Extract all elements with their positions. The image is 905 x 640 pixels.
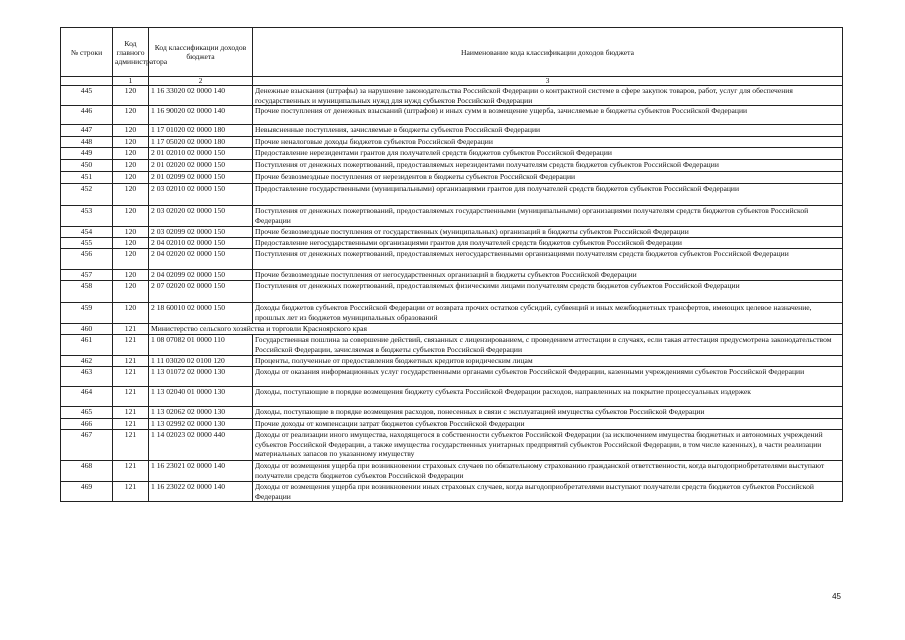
income-name: Доходы от возмещения ущерба при возникновении иных страховых случаев, когда выгодоприобретателями выступают получатели средств бюджетов субъектов Российской Федерации xyxy=(253,482,843,502)
column-index: 3 xyxy=(253,77,843,86)
admin-code: 121 xyxy=(113,407,149,419)
classification-code: 2 03 02020 02 0000 150 xyxy=(149,206,253,227)
admin-code: 120 xyxy=(113,303,149,324)
row-number: 447 xyxy=(61,125,113,137)
admin-code: 120 xyxy=(113,270,149,281)
table-row xyxy=(61,206,843,227)
row-number: 458 xyxy=(61,281,113,303)
admin-code: 120 xyxy=(113,86,149,106)
classification-code: 1 17 05020 02 0000 180 xyxy=(149,137,253,148)
admin-code: 121 xyxy=(113,387,149,407)
column-index-row xyxy=(61,77,843,86)
income-name: Предоставление нерезидентами грантов для получателей средств бюджетов субъектов Российской Федерации xyxy=(253,148,843,160)
table-row xyxy=(61,249,843,270)
income-name: Денежные взыскания (штрафы) за нарушение законодательства Российской Федерации о контрактной системе в сфере закупок товаров, работ, услуг для обеспечения государственных и муниципальных нужд для нужд субъектов Российской Федерации xyxy=(253,86,843,106)
income-name: Прочие доходы от компенсации затрат бюджетов субъектов Российской Федерации xyxy=(253,419,843,430)
column-index: 2 xyxy=(149,77,253,86)
row-number: 448 xyxy=(61,137,113,148)
classification-code: 2 04 02010 02 0000 150 xyxy=(149,238,253,249)
classification-code: 2 07 02020 02 0000 150 xyxy=(149,281,253,303)
row-number: 463 xyxy=(61,367,113,387)
budget-classification-table xyxy=(60,27,843,502)
admin-code: 120 xyxy=(113,249,149,270)
header-admin-code: Код главного администратора xyxy=(113,28,149,77)
admin-code: 121 xyxy=(113,335,149,356)
table-row xyxy=(61,184,843,206)
row-number: 459 xyxy=(61,303,113,324)
row-number: 466 xyxy=(61,419,113,430)
income-name: Проценты, полученные от предоставления бюджетных кредитов юридическим лицам xyxy=(253,356,843,367)
header-classification-code: Код классификации доходов бюджета xyxy=(149,28,253,77)
admin-code: 121 xyxy=(113,356,149,367)
admin-code: 121 xyxy=(113,367,149,387)
income-name: Государственная пошлина за совершение действий, связанных с лицензированием, с проведением аттестации в случаях, если такая аттестация предусмотрена законодательством Российской Федерации, зачисляемая в бюджеты субъектов Российской Федерации xyxy=(253,335,843,356)
income-name: Прочие безвозмездные поступления от негосударственных организаций в бюджеты субъектов Российской Федерации xyxy=(253,270,843,281)
table-row xyxy=(61,125,843,137)
income-name: Поступления от денежных пожертвований, предоставляемых нерезидентами получателям средств бюджетов субъектов Российской Федерации xyxy=(253,160,843,172)
admin-code: 120 xyxy=(113,125,149,137)
income-name: Доходы от реализации иного имущества, находящегося в собственности субъектов Российской Федерации (за исключением имущества бюджетных и автономных учреждений субъектов Российской Федерации, а также имущества государственных унитарных предприятий субъектов Российской Федерации, в том числе казенных), в части реализации материальных запасов по указанному имуществу xyxy=(253,430,843,461)
income-name: Доходы от возмещения ущерба при возникновении страховых случаев по обязательному страхованию гражданской ответственности, когда выгодоприобретателями выступают получатели средств бюджетов субъектов Российской Федерации xyxy=(253,461,843,482)
table-row xyxy=(61,106,843,125)
classification-code: 1 13 01072 02 0000 130 xyxy=(149,367,253,387)
table-row xyxy=(61,160,843,172)
table-row xyxy=(61,387,843,407)
admin-code: 120 xyxy=(113,172,149,184)
table-row xyxy=(61,324,843,335)
classification-code: 1 13 02992 02 0000 130 xyxy=(149,419,253,430)
income-name: Прочие безвозмездные поступления от нерезидентов в бюджеты субъектов Российской Федерации xyxy=(253,172,843,184)
header-name: Наименование кода классификации доходов бюджета xyxy=(253,28,843,77)
row-number: 453 xyxy=(61,206,113,227)
admin-code: 121 xyxy=(113,461,149,482)
row-number: 462 xyxy=(61,356,113,367)
classification-code: 1 08 07082 01 0000 110 xyxy=(149,335,253,356)
table-row xyxy=(61,482,843,502)
row-number: 449 xyxy=(61,148,113,160)
table-row xyxy=(61,148,843,160)
admin-code: 121 xyxy=(113,324,149,335)
classification-code: 2 18 60010 02 0000 150 xyxy=(149,303,253,324)
row-number: 455 xyxy=(61,238,113,249)
classification-code: 2 04 02099 02 0000 150 xyxy=(149,270,253,281)
column-index: 1 xyxy=(113,77,149,86)
table-row xyxy=(61,419,843,430)
admin-code: 120 xyxy=(113,206,149,227)
admin-code: 120 xyxy=(113,106,149,125)
classification-code: 2 01 02010 02 0000 150 xyxy=(149,148,253,160)
row-number: 464 xyxy=(61,387,113,407)
classification-code: 2 03 02010 02 0000 150 xyxy=(149,184,253,206)
row-number: 454 xyxy=(61,227,113,238)
table-row xyxy=(61,238,843,249)
ministry-name: Министерство сельского хозяйства и торговли Красноярского края xyxy=(149,324,843,335)
table-row xyxy=(61,356,843,367)
admin-code: 121 xyxy=(113,419,149,430)
classification-code: 1 16 23022 02 0000 140 xyxy=(149,482,253,502)
income-name: Прочие безвозмездные поступления от государственных (муниципальных) организаций в бюджеты субъектов Российской Федерации xyxy=(253,227,843,238)
classification-code: 1 16 33020 02 0000 140 xyxy=(149,86,253,106)
table-row xyxy=(61,430,843,461)
table-row xyxy=(61,227,843,238)
admin-code: 120 xyxy=(113,148,149,160)
classification-code: 2 03 02099 02 0000 150 xyxy=(149,227,253,238)
header-row-number: № строки xyxy=(61,28,113,77)
income-name: Прочие поступления от денежных взысканий (штрафов) и иных сумм в возмещение ущерба, зачисляемые в бюджеты субъектов Российской Федерации xyxy=(253,106,843,125)
classification-code: 1 16 23021 02 0000 140 xyxy=(149,461,253,482)
classification-code: 1 16 90020 02 0000 140 xyxy=(149,106,253,125)
income-name: Предоставление негосударственными организациями грантов для получателей средств бюджетов субъектов Российской Федерации xyxy=(253,238,843,249)
admin-code: 120 xyxy=(113,227,149,238)
admin-code: 120 xyxy=(113,238,149,249)
row-number: 457 xyxy=(61,270,113,281)
table-row xyxy=(61,303,843,324)
row-number: 460 xyxy=(61,324,113,335)
admin-code: 120 xyxy=(113,137,149,148)
classification-code: 2 04 02020 02 0000 150 xyxy=(149,249,253,270)
admin-code: 121 xyxy=(113,430,149,461)
income-name: Невыясненные поступления, зачисляемые в бюджеты субъектов Российской Федерации xyxy=(253,125,843,137)
row-number: 461 xyxy=(61,335,113,356)
table-row xyxy=(61,407,843,419)
income-name: Доходы, поступающие в порядке возмещения бюджету субъекта Российской Федерации расходов, направленных на покрытие процессуальных издержек xyxy=(253,387,843,407)
admin-code: 120 xyxy=(113,184,149,206)
row-number: 469 xyxy=(61,482,113,502)
row-number: 451 xyxy=(61,172,113,184)
row-number: 467 xyxy=(61,430,113,461)
income-name: Поступления от денежных пожертвований, предоставляемых государственными (муниципальными) организациями получателям средств бюджетов субъектов Российской Федерации xyxy=(253,206,843,227)
admin-code: 120 xyxy=(113,160,149,172)
income-name: Поступления от денежных пожертвований, предоставляемых физическими лицами получателям средств бюджетов субъектов Российской Федерации xyxy=(253,281,843,303)
row-number: 446 xyxy=(61,106,113,125)
row-number: 456 xyxy=(61,249,113,270)
classification-code: 1 13 02040 01 0000 130 xyxy=(149,387,253,407)
table-header-row xyxy=(61,28,843,77)
admin-code: 121 xyxy=(113,482,149,502)
table-row xyxy=(61,86,843,106)
row-number: 468 xyxy=(61,461,113,482)
table-row xyxy=(61,281,843,303)
income-name: Доходы бюджетов субъектов Российской Федерации от возврата прочих остатков субсидий, субвенций и иных межбюджетных трансфертов, имеющих целевое назначение, прошлых лет из бюджетов муниципальных образований xyxy=(253,303,843,324)
admin-code: 120 xyxy=(113,281,149,303)
row-number: 452 xyxy=(61,184,113,206)
table-row xyxy=(61,137,843,148)
table-row xyxy=(61,270,843,281)
table-body xyxy=(61,86,843,502)
row-number: 445 xyxy=(61,86,113,106)
table-row xyxy=(61,172,843,184)
column-index xyxy=(61,77,113,86)
table-row xyxy=(61,461,843,482)
page-number: 45 xyxy=(832,592,841,601)
row-number: 450 xyxy=(61,160,113,172)
classification-code: 2 01 02020 02 0000 150 xyxy=(149,160,253,172)
income-name: Доходы от оказания информационных услуг государственными органами субъектов Российской Федерации, казенными учреждениями субъектов Российской Федерации xyxy=(253,367,843,387)
table-row xyxy=(61,367,843,387)
classification-code: 1 13 02062 02 0000 130 xyxy=(149,407,253,419)
classification-code: 1 11 03020 02 0100 120 xyxy=(149,356,253,367)
classification-code: 1 14 02023 02 0000 440 xyxy=(149,430,253,461)
classification-code: 2 01 02099 02 0000 150 xyxy=(149,172,253,184)
table-row xyxy=(61,335,843,356)
classification-code: 1 17 01020 02 0000 180 xyxy=(149,125,253,137)
income-name: Доходы, поступающие в порядке возмещения расходов, понесенных в связи с эксплуатацией имущества субъектов Российской Федерации xyxy=(253,407,843,419)
income-name: Предоставление государственными (муниципальными) организациями грантов для получателей средств бюджетов субъектов Российской Федерации xyxy=(253,184,843,206)
income-name: Поступления от денежных пожертвований, предоставляемых негосударственными организациями получателям средств бюджетов субъектов Российской Федерации xyxy=(253,249,843,270)
income-name: Прочие неналоговые доходы бюджетов субъектов Российской Федерации xyxy=(253,137,843,148)
row-number: 465 xyxy=(61,407,113,419)
